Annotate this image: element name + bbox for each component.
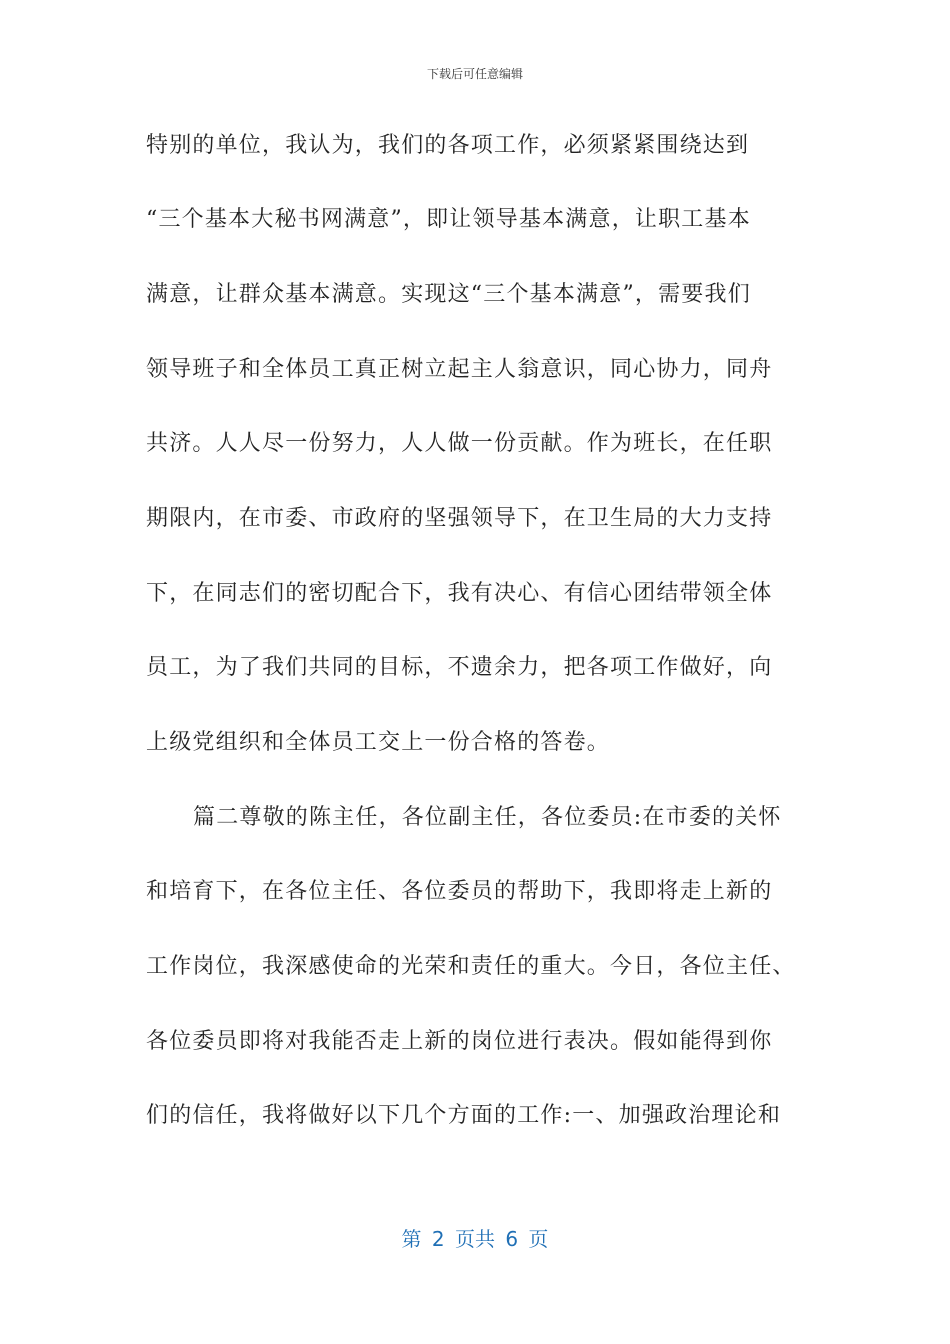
text-line: 满意，让群众基本满意。实现这“三个基本满意”，需要我们	[146, 282, 751, 307]
text-line: 和培育下，在各位主任、各位委员的帮助下，我即将走上新的	[146, 879, 773, 904]
text-line: 领导班子和全体员工真正树立起主人翁意识，同心协力，同舟	[146, 357, 773, 382]
text-line: 共济。人人尽一份努力，人人做一份贡献。作为班长，在任职	[146, 431, 773, 456]
text-line: “三个基本大秘书网满意”，即让领导基本满意，让职工基本	[146, 207, 751, 232]
text-line: 工作岗位，我深感使命的光荣和责任的重大。今日，各位主任、	[146, 954, 796, 979]
page-header-note: 下载后可任意编辑	[426, 67, 523, 81]
text-line: 特别的单位，我认为，我们的各项工作，必须紧紧围绕达到	[146, 133, 750, 158]
text-line: 下，在同志们的密切配合下，我有决心、有信心团结带领全体	[146, 581, 773, 606]
text-line: 们的信任，我将做好以下几个方面的工作:一、加强政治理论和	[146, 1103, 782, 1128]
paragraph-start-line: 篇二尊敬的陈主任，各位副主任，各位委员:在市委的关怀	[193, 805, 782, 830]
text-line: 期限内，在市委、市政府的坚强领导下，在卫生局的大力支持	[146, 506, 773, 531]
text-line: 各位委员即将对我能否走上新的岗位进行表决。假如能得到你	[146, 1029, 773, 1054]
text-line: 员工，为了我们共同的目标，不遗余力，把各项工作做好，向	[146, 655, 773, 680]
page-number-footer: 第 2 页共 6 页	[401, 1227, 549, 1251]
text-line: 上级党组织和全体员工交上一份合格的答卷。	[146, 730, 611, 755]
